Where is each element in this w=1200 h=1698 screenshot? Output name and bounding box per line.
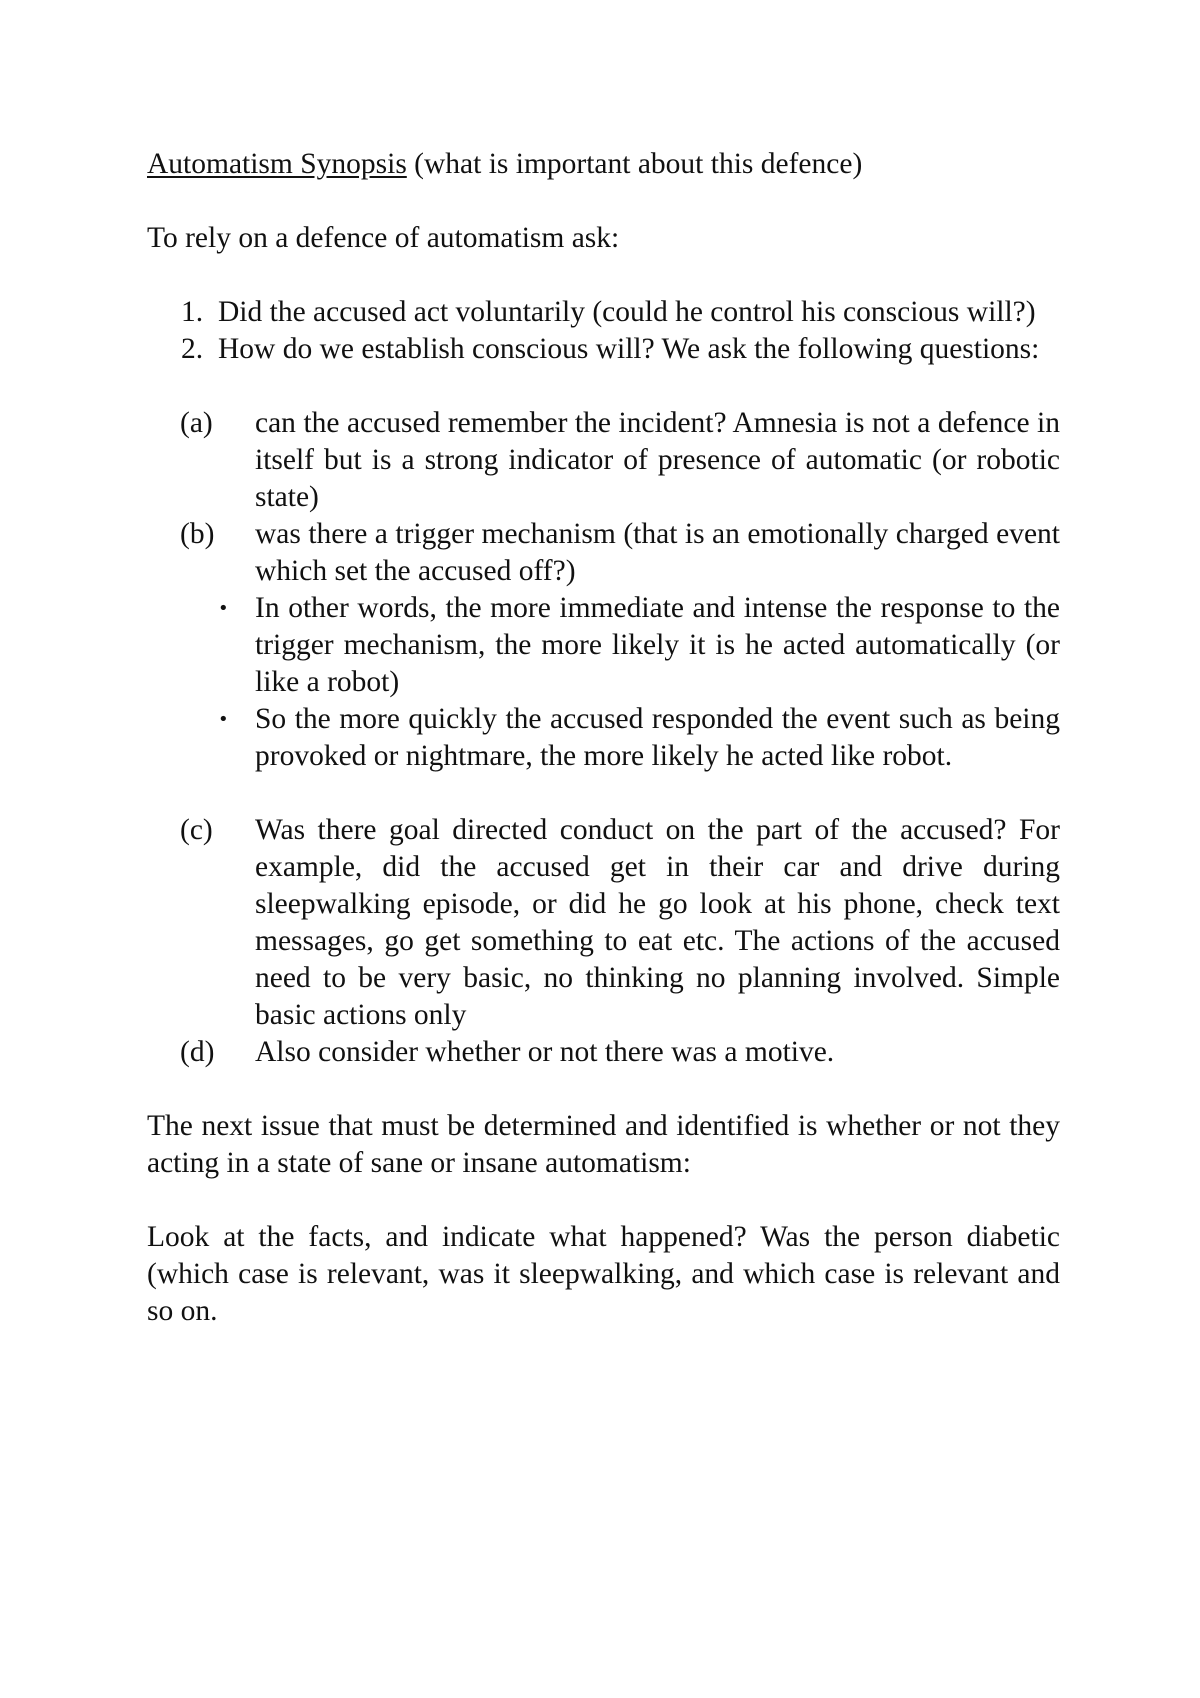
list-marker: (c) — [180, 814, 213, 846]
list-marker: (a) — [180, 407, 213, 439]
list-item-text: was there a trigger mechanism (that is an emotionally charged event which set the accused off?) — [255, 518, 1060, 587]
list-marker: (d) — [180, 1036, 215, 1068]
question-item-d — [147, 1034, 1060, 1071]
document-title: Automatism Synopsis — [147, 148, 407, 180]
numbered-item-1 — [147, 294, 1060, 331]
list-item-text: Also consider whether or not there was a motive. — [255, 1036, 835, 1068]
spacer — [147, 1071, 1060, 1108]
question-list — [147, 405, 1060, 1071]
numbered-list — [147, 294, 1060, 368]
list-item-text: Did the accused act voluntarily (could he control his conscious will?) — [218, 296, 1036, 328]
list-item-text: Was there goal directed conduct on the part of the accused? For example, did the accused get in their car and drive during sleepwalking episode, or did he go look at his phone, check text messages, go get something to eat etc. The actions of the accused need to be very basic, no thinking no planning involved. Simple basic actions only — [255, 814, 1060, 1031]
list-item-text: So the more quickly the accused responded the event such as being provoked or nightmare, the more likely he acted like robot. — [255, 703, 1060, 772]
paragraph-sane-insane: The next issue that must be determined and identified is whether or not they acting in a state of sane or insane automatism: — [147, 1110, 1060, 1179]
list-item-text: can the accused remember the incident? Amnesia is not a defence in itself but is a strong indicator of presence of automatic (or robotic state) — [255, 407, 1060, 513]
spacer — [147, 775, 1060, 812]
document-heading — [147, 146, 1060, 183]
list-item-text: In other words, the more immediate and intense the response to the trigger mechanism, the more likely it is he acted automatically (or like a robot) — [255, 592, 1060, 698]
bullet-item-1 — [147, 590, 1060, 701]
list-marker: 2. — [181, 333, 204, 365]
bullet-icon: • — [218, 598, 229, 619]
paragraph-facts: Look at the facts, and indicate what happened? Was the person diabetic (which case is relevant, was it sleepwalking, and which case is relevant and so on. — [147, 1221, 1060, 1327]
intro-text: To rely on a defence of automatism ask: — [147, 222, 620, 254]
document-page — [147, 146, 1060, 1330]
question-item-a — [147, 405, 1060, 516]
list-item-text: How do we establish conscious will? We ask the following questions: — [218, 333, 1040, 365]
question-item-c — [147, 812, 1060, 1034]
list-marker: 1. — [181, 296, 204, 328]
list-marker: (b) — [180, 518, 215, 550]
bullet-icon: • — [218, 709, 229, 730]
numbered-item-2 — [147, 331, 1060, 368]
document-title-suffix: (what is important about this defence) — [406, 148, 863, 180]
question-item-b — [147, 516, 1060, 590]
bullet-item-2 — [147, 701, 1060, 775]
